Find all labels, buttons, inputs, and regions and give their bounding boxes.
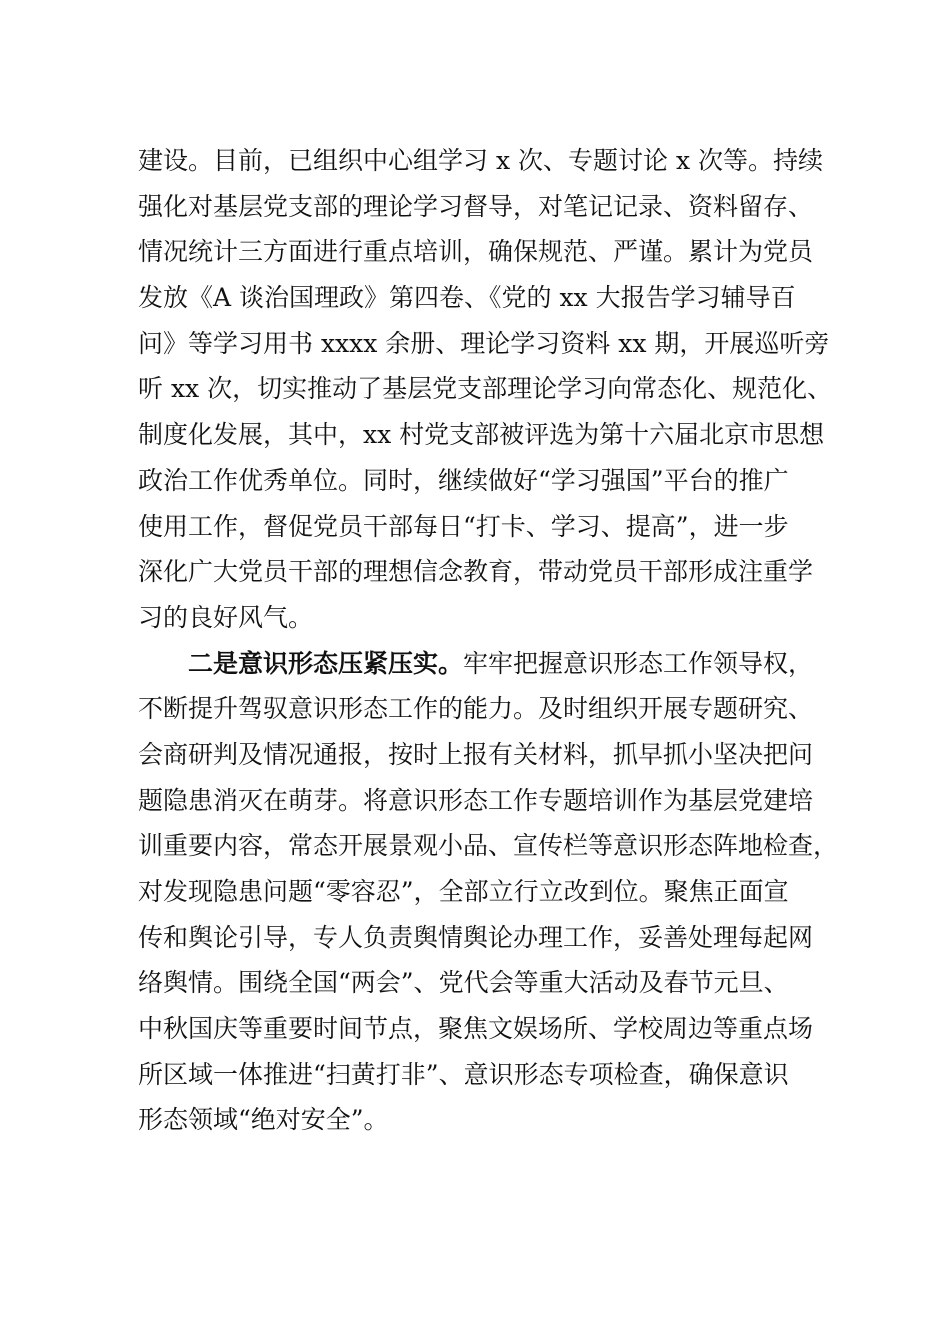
paragraph-line-rest: 牢牢把握意识形态工作领导权， (463, 648, 814, 678)
paragraph-line: 建设。目前，已组织中心组学习 x 次、专题讨论 x 次等。持续 (138, 146, 823, 175)
paragraph-line: 深化广大党员干部的理想信念教育，带动党员干部形成注重学 (138, 557, 814, 587)
paragraph-line: 制度化发展，其中，xx 村党支部被评选为第十六届北京市思想 (138, 420, 825, 450)
paragraph-line: 习的良好风气。 (138, 602, 314, 632)
paragraph-1 (138, 138, 838, 641)
paragraph-line: 所区域一体推进“扫黄打非”、意识形态专项检查，确保意识 (138, 1059, 789, 1089)
paragraph-line: 会商研判及情况通报，按时上报有关材料，抓早抓小坚决把问 (138, 739, 814, 769)
paragraph-line: 不断提升驾驭意识形态工作的能力。及时组织开展专题研究、 (138, 694, 814, 724)
paragraph-line: 发放《A 谈治国理政》第四卷、《党的 xx 大报告学习辅导百 (138, 283, 796, 313)
paragraph-line: 中秋国庆等重要时间节点，聚焦文娱场所、学校周边等重点场 (138, 1014, 814, 1044)
paragraph-line: 题隐患消灭在萌芽。将意识形态工作专题培训作为基层党建培 (138, 785, 814, 815)
paragraph-line: 传和舆论引导，专人负责舆情舆论办理工作，妥善处理每起网 (138, 922, 814, 952)
paragraph-line: 使用工作，督促党员干部每日“打卡、学习、提高”，进一步 (138, 511, 789, 541)
body-text (138, 138, 838, 1143)
paragraph-line: 政治工作优秀单位。同时，继续做好“学习强国”平台的推广 (138, 465, 789, 495)
paragraph-line: 强化对基层党支部的理论学习督导，对笔记记录、资料留存、 (138, 191, 814, 221)
paragraph-line: 情况统计三方面进行重点培训，确保规范、严谨。累计为党员 (138, 237, 814, 267)
paragraph-line: 络舆情。围绕全国“两会”、党代会等重大活动及春节元旦、 (138, 968, 789, 998)
paragraph-line: 听 xx 次，切实推动了基层党支部理论学习向常态化、规范化、 (138, 374, 833, 404)
paragraph-line: 问》等学习用书 xxxx 余册、理论学习资料 xx 期，开展巡听旁 (138, 328, 830, 358)
paragraph-line: 训重要内容，常态开展景观小品、宣传栏等意识形态阵地检查， (138, 831, 839, 861)
paragraph-line: 对发现隐患问题“零容忍”，全部立行立改到位。聚焦正面宣 (138, 877, 789, 906)
paragraph-2 (138, 641, 838, 1144)
paragraph-heading: 二是意识形态压紧压实。 (188, 648, 464, 678)
paragraph-first-line (138, 641, 838, 687)
paragraph-line: 形态领域“绝对安全”。 (138, 1105, 389, 1135)
